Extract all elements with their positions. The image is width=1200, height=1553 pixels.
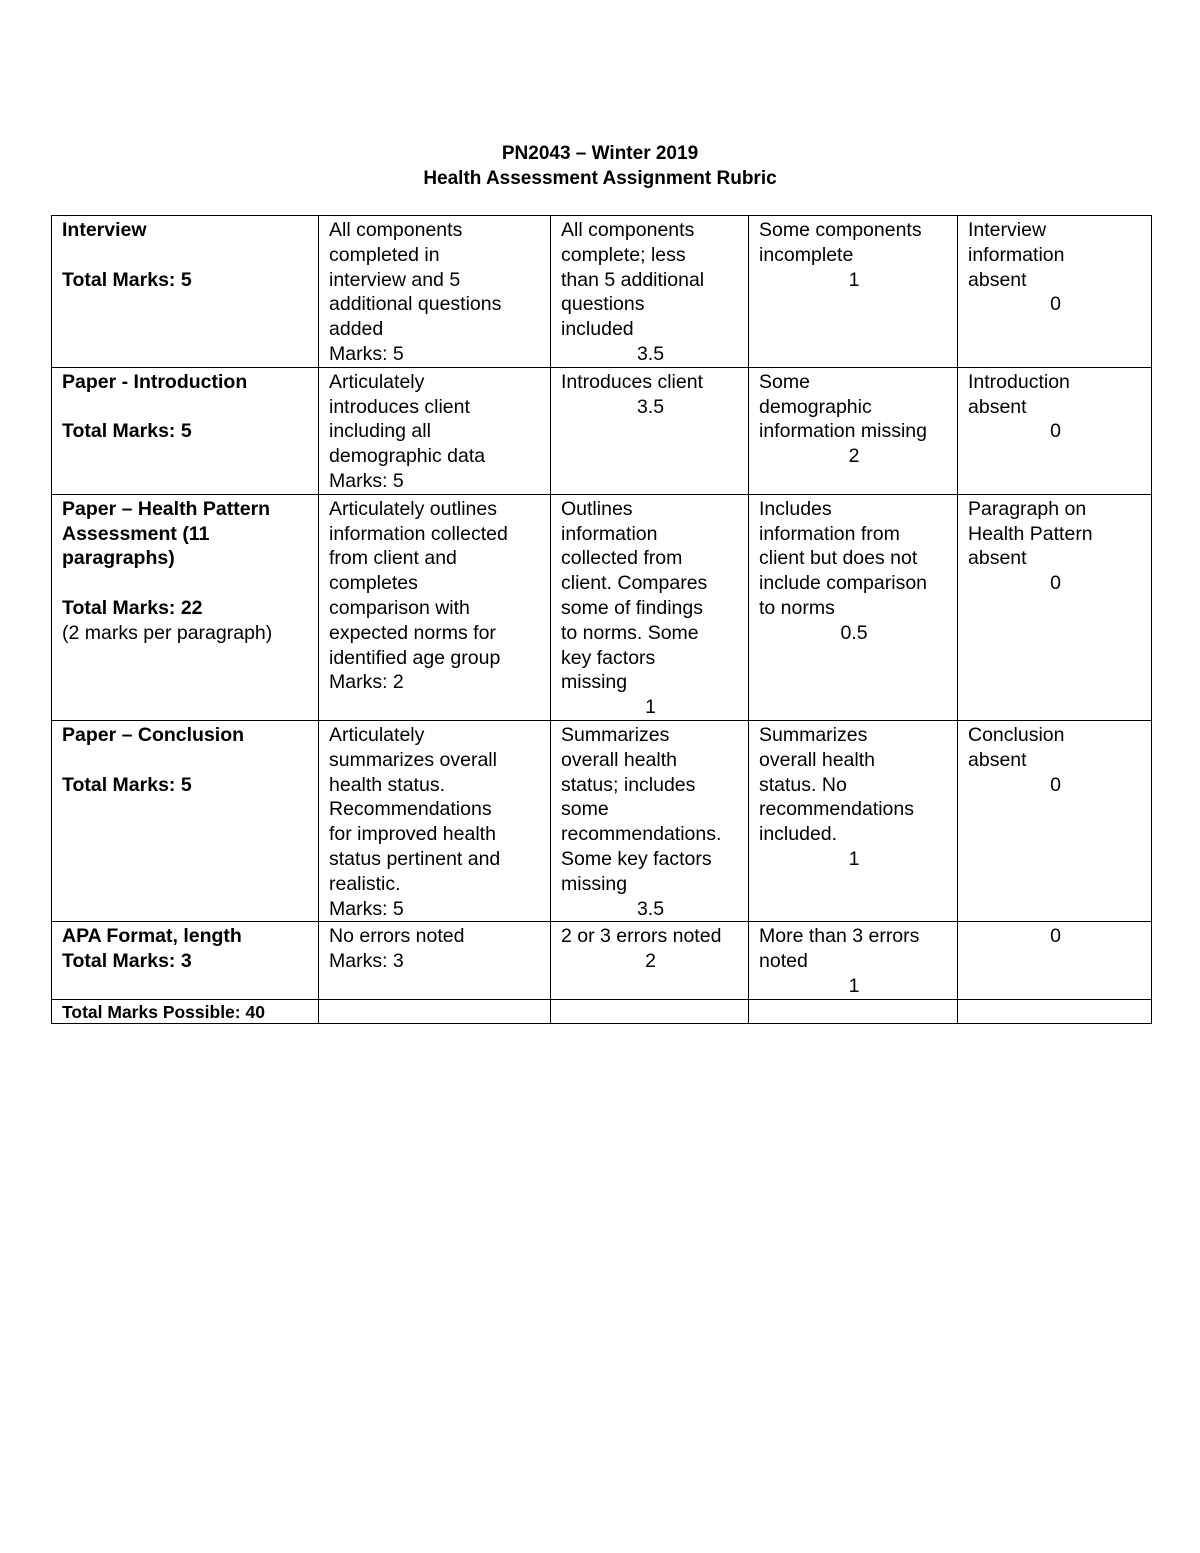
level-cell-minimal (749, 922, 958, 999)
level-description: Some components incomplete (759, 219, 922, 266)
level-cell-partial (551, 922, 749, 999)
level-description: Articulately outlines information collected from client and completes comparison with expected norms for identified age group (329, 497, 508, 669)
criterion-total-marks: Total Marks: 22 (62, 596, 203, 619)
level-cell-full (319, 367, 551, 494)
criterion-total-marks: Total Marks: 3 (62, 950, 192, 973)
empty-cell (749, 999, 958, 1023)
level-cell-full (319, 720, 551, 921)
level-description: Outlines information collected from client. Compares some of findings to norms. Some key factors missing (561, 497, 708, 694)
level-mark: 0 (1050, 420, 1061, 443)
criterion-name: APA Format, length (62, 925, 242, 948)
level-mark: 0.5 (840, 621, 868, 644)
total-possible-cell (52, 999, 319, 1023)
level-description: Some demographic information missing (759, 370, 927, 443)
total-marks-possible: Total Marks Possible: 40 (62, 1001, 265, 1022)
empty-cell (958, 999, 1152, 1023)
level-cell-partial (551, 367, 749, 494)
level-mark: 1 (645, 696, 656, 719)
level-mark: Marks: 2 (329, 671, 404, 694)
criterion-cell (52, 922, 319, 999)
level-cell-none (958, 494, 1152, 720)
level-description: More than 3 errors noted (759, 925, 920, 973)
level-description: 2 or 3 errors noted (561, 925, 722, 948)
level-mark: 1 (848, 974, 860, 997)
level-cell-none (958, 922, 1152, 999)
level-mark: 2 (645, 950, 656, 973)
criterion-cell (52, 367, 319, 494)
level-mark: 0 (1050, 572, 1061, 595)
document-title (0, 141, 1200, 191)
rubric-title: Health Assessment Assignment Rubric (423, 168, 777, 189)
criterion-name: Paper – Conclusion (62, 723, 245, 746)
level-cell-full (319, 922, 551, 999)
level-description: All components completed in interview and 5 additional questions added (329, 219, 502, 341)
rubric-row-conclusion (52, 720, 1152, 921)
level-description: Includes information from client but does not include comparison to norms (759, 497, 928, 619)
rubric-table (51, 215, 1152, 1024)
criterion-total-marks: Total Marks: 5 (62, 420, 192, 443)
level-mark: 3.5 (636, 395, 665, 418)
level-description: Conclusion absent (968, 723, 1065, 771)
criterion-name: Paper - Introduction (62, 370, 248, 393)
level-description: Summarizes overall health status; includes some recommendations. Some key factors missing (561, 723, 722, 895)
level-mark: 1 (848, 268, 860, 291)
rubric-row-introduction (52, 367, 1152, 494)
empty-cell (319, 999, 551, 1023)
criterion-name: Paper – Health Pattern Assessment (11 paragraphs) (62, 497, 271, 570)
rubric-row-interview (52, 216, 1152, 368)
criterion-cell (52, 216, 319, 368)
level-cell-minimal (749, 720, 958, 921)
level-mark: 1 (848, 847, 860, 870)
level-cell-full (319, 494, 551, 720)
level-description: Introduction absent (968, 370, 1070, 418)
level-description: Introduces client (561, 370, 703, 393)
level-cell-none (958, 720, 1152, 921)
criterion-total-marks: Total Marks: 5 (62, 773, 192, 796)
level-mark: 2 (848, 445, 860, 468)
level-description: Paragraph on Health Pattern absent (968, 497, 1093, 570)
level-description: Articulately introduces client including all demographic data (329, 370, 486, 468)
empty-cell (551, 999, 749, 1023)
level-mark: 0 (1050, 293, 1061, 316)
criterion-name: Interview (62, 219, 147, 241)
level-cell-full (319, 216, 551, 368)
level-cell-none (958, 367, 1152, 494)
criterion-cell (52, 494, 319, 720)
course-title: PN2043 – Winter 2019 (501, 143, 699, 164)
level-mark: Marks: 5 (329, 469, 404, 492)
level-mark: Marks: 5 (329, 897, 404, 920)
level-cell-none (958, 216, 1152, 368)
level-cell-minimal (749, 494, 958, 720)
level-description: No errors noted (329, 925, 465, 948)
level-mark: 0 (1050, 925, 1061, 948)
level-cell-minimal (749, 216, 958, 368)
rubric-row-health-pattern (52, 494, 1152, 720)
level-description: Articulately summarizes overall health status. Recommendations for improved health status pertinent and realistic. (329, 723, 501, 895)
rubric-row-total (52, 999, 1152, 1023)
level-cell-partial (551, 494, 749, 720)
criterion-note: (2 marks per paragraph) (62, 621, 273, 644)
level-mark: Marks: 5 (329, 342, 404, 365)
level-mark: 3.5 (636, 342, 665, 365)
level-mark: 3.5 (636, 897, 665, 920)
level-description: Interview information absent (968, 219, 1065, 291)
criterion-total-marks: Total Marks: 5 (62, 268, 192, 291)
level-mark: 0 (1050, 773, 1061, 796)
rubric-row-apa-format (52, 922, 1152, 999)
level-cell-minimal (749, 367, 958, 494)
criterion-cell (52, 720, 319, 921)
level-description: Summarizes overall health status. No recommendations included. (759, 723, 914, 846)
level-cell-partial (551, 216, 749, 368)
level-description: All components complete; less than 5 additional questions included (561, 219, 705, 341)
level-mark: Marks: 3 (329, 950, 404, 973)
level-cell-partial (551, 720, 749, 921)
